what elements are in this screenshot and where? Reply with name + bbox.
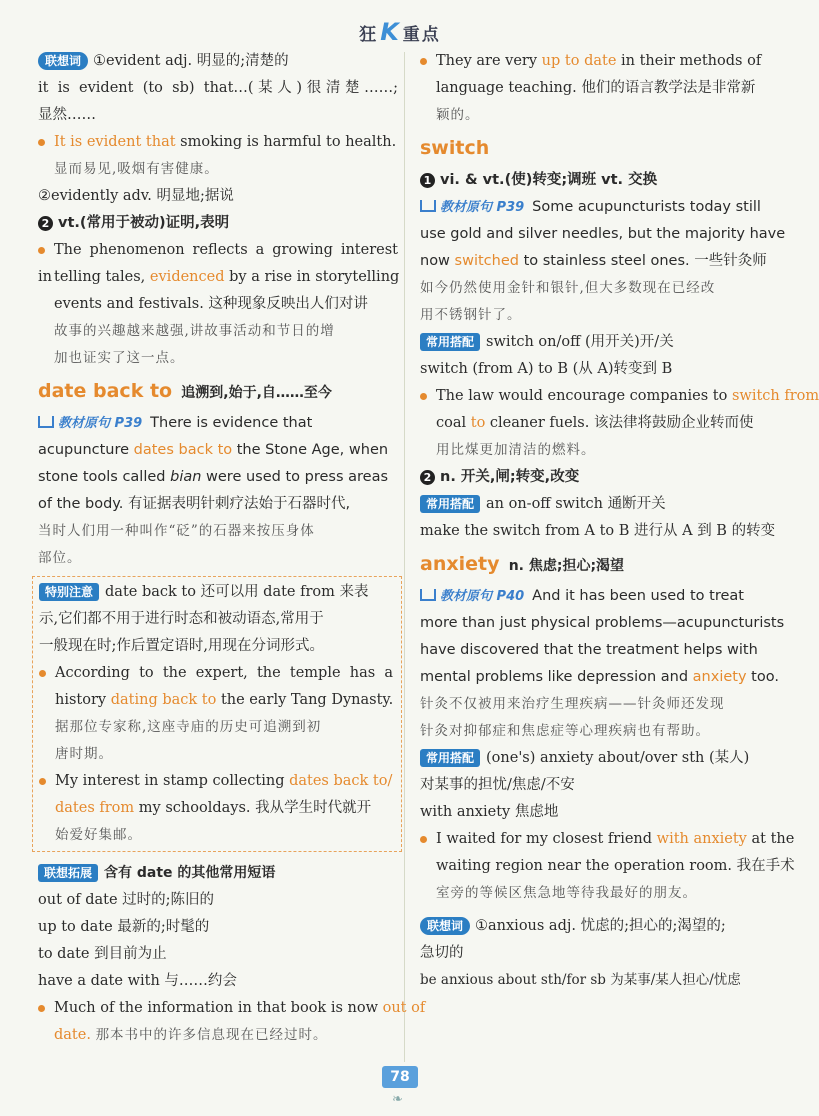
text-line: more than just physical problems—acupuncturists <box>420 615 785 631</box>
headword-date-back-to: date back to 追溯到,始于,自……至今 <box>38 380 332 402</box>
text-line: history dating back to the early Tang Dynasty. <box>55 692 394 708</box>
translation: 用不锈钢针了。 <box>420 307 522 323</box>
leaf-icon: ❧ <box>392 1092 403 1107</box>
bullet-icon <box>420 58 427 65</box>
example-sentence: It is evident that smoking is harmful to health. <box>38 129 398 156</box>
collocation-line: switch (from A) to B (从 A)转变到 B <box>420 361 673 377</box>
collocation: 常用搭配 (one's) anxiety about/over sth (某人) <box>420 745 780 772</box>
example-sentence: They are very up to date in their methods of <box>420 48 780 75</box>
note-line: 示,它们都不用于进行时态和被动语态,常用于 <box>39 611 324 627</box>
example-sentence: The law would encourage companies to switch from <box>420 383 780 410</box>
text-line: waiting region near the operation room. 我在手术 <box>436 858 795 874</box>
bullet-icon <box>420 836 427 843</box>
note-line: 特别注意 date back to 还可以用 date from 来表 <box>39 579 393 606</box>
collocation: 常用搭配 an on-off switch 通断开关 <box>420 491 780 518</box>
book-icon <box>420 200 436 212</box>
headword-anxiety: anxiety n. 焦虑;担心;渴望 <box>420 553 625 575</box>
collocation-line: 对某事的担忧/焦虑/不安 <box>420 777 575 793</box>
translation: 用比煤更加清洁的燃料。 <box>436 442 596 458</box>
collocation-tag: 常用搭配 <box>420 333 480 351</box>
translation: 当时人们用一种叫作“砭”的石器来按压身体 <box>38 523 315 539</box>
sense-heading: 2 n. 开关,闸;转变,改变 <box>420 464 780 491</box>
text-line: coal to cleaner fuels. 该法律将鼓励企业转而使 <box>436 415 754 431</box>
note-line: 一般现在时;作后置定语时,用现在分词形式。 <box>39 638 324 654</box>
translation: 显而易见,吸烟有害健康。 <box>54 161 219 177</box>
textbook-tag: 教材原句 P39 <box>420 194 524 221</box>
bullet-icon <box>38 139 45 146</box>
extension-tag: 联想拓展 <box>38 864 98 882</box>
phrase-item: up to date 最新的;时髦的 <box>38 919 210 935</box>
sense-number-icon: 2 <box>420 470 435 485</box>
special-note-tag: 特别注意 <box>39 583 99 601</box>
translation: 室旁的等候区焦急地等待我最好的朋友。 <box>436 885 697 901</box>
bullet-icon <box>38 247 45 254</box>
text-line: telling tales, evidenced by a rise in storytelling <box>54 269 400 285</box>
column-divider <box>404 52 405 1062</box>
phrase-item: to date 到目前为止 <box>38 946 167 962</box>
example-sentence: My interest in stamp collecting dates back to/ <box>39 768 393 795</box>
translation: 如今仍然使用金针和银针,但大多数现在已经改 <box>420 280 716 296</box>
text-line: language teaching. 他们的语言教学法是非常新 <box>436 80 756 96</box>
translation: 故事的兴趣越来越强,讲故事活动和节日的增 <box>54 323 335 339</box>
collocation-line: with anxiety 焦虑地 <box>420 804 559 820</box>
book-icon <box>38 416 54 428</box>
textbook-quote: 教材原句 P40 And it has been used to treat <box>420 583 780 610</box>
left-column <box>38 48 426 1049</box>
phrase-item: out of date 过时的;陈旧的 <box>38 892 215 908</box>
translation: 颖的。 <box>436 107 480 123</box>
page-header <box>0 18 800 46</box>
text-line: events and festivals. 这种现象反映出人们对讲 <box>54 296 368 312</box>
collocation-tag: 常用搭配 <box>420 749 480 767</box>
example-sentence: Much of the information in that book is now out of <box>38 995 398 1022</box>
text-line: 显然…… <box>38 107 96 123</box>
evidently-entry: ②evidently adv. 明显地;据说 <box>38 188 234 204</box>
collocation: 常用搭配 switch on/off (用开关)开/关 <box>420 329 780 356</box>
translation: 针灸不仅被用来治疗生理疾病——针灸师还发现 <box>420 696 725 712</box>
translation: 部位。 <box>38 550 82 566</box>
bullet-icon <box>39 670 46 677</box>
text-line: use gold and silver needles, but the majority have <box>420 226 786 242</box>
translation: 加也证实了这一点。 <box>54 350 185 366</box>
header-left: 狂 <box>359 25 379 45</box>
text-line: have discovered that the treatment helps with <box>420 642 758 658</box>
headword-switch: switch <box>420 137 490 159</box>
textbook-quote: 教材原句 P39 There is evidence that <box>38 410 398 437</box>
header-k-logo: K <box>380 18 401 46</box>
extension-heading: 联想拓展 含有 date 的其他常用短语 <box>38 860 398 887</box>
collocation-tag: 常用搭配 <box>420 495 480 513</box>
translation: 据那位专家称,这座寺庙的历史可追溯到初 <box>55 719 322 735</box>
textbook-tag: 教材原句 P39 <box>38 410 142 437</box>
textbook-tag: 教材原句 P40 <box>420 583 524 610</box>
special-note-box <box>32 576 402 852</box>
sense-heading: 1 vi. & vt.(使)转变;调班 vt. 交换 <box>420 167 780 194</box>
sense-number-icon: 2 <box>38 216 53 231</box>
evident-entry: 联想词 ①evident adj. 明显的;清楚的 <box>38 48 398 75</box>
translation: 唐时期。 <box>55 746 113 762</box>
translation: 针灸对抑郁症和焦虑症等心理疾病也有帮助。 <box>420 723 710 739</box>
bullet-icon <box>420 393 427 400</box>
bullet-icon <box>38 1005 45 1012</box>
text-line: dates from my schooldays. 我从学生时代就开 <box>55 800 372 816</box>
anxious-entry: 联想词 ①anxious adj. 忧虑的;担心的;渴望的; <box>420 913 780 940</box>
lianxiangci-tag: 联想词 <box>420 917 470 935</box>
book-icon <box>420 589 436 601</box>
text-line: stone tools called bian were used to press areas <box>38 469 389 485</box>
page-number: 78 <box>382 1066 418 1088</box>
collocation-line: make the switch from A to B 进行从 A 到 B 的转变 <box>420 523 776 539</box>
text-line: now switched to stainless steel ones. 一些针灸师 <box>420 253 767 269</box>
header-right: 重点 <box>402 25 441 45</box>
text-line: it is evident (to sb) that…(某人)很清楚……; <box>38 80 398 96</box>
text-line: be anxious about sth/for sb 为某事/某人担心/忧虑 <box>420 972 741 988</box>
right-column <box>420 48 819 994</box>
sense-number-icon: 1 <box>420 173 435 188</box>
text-line: date. 那本书中的许多信息现在已经过时。 <box>54 1027 328 1043</box>
translation: 始爱好集邮。 <box>55 827 142 843</box>
text-line: of the body. 有证据表明针刺疗法始于石器时代, <box>38 496 351 512</box>
bullet-icon <box>39 778 46 785</box>
example-sentence: According to the expert, the temple has a <box>39 660 393 687</box>
example-sentence: The phenomenon reflects a growing interest in <box>38 242 398 285</box>
phrase-item: have a date with 与……约会 <box>38 973 237 989</box>
textbook-quote: 教材原句 P39 Some acupuncturists today still <box>420 194 780 221</box>
text-line: mental problems like depression and anxiety too. <box>420 669 779 685</box>
sense-heading: 2 vt.(常用于被动)证明,表明 <box>38 210 398 237</box>
text-line: 急切的 <box>420 945 464 961</box>
example-sentence: I waited for my closest friend with anxiety at the <box>420 826 780 853</box>
lianxiangci-tag: 联想词 <box>38 52 88 70</box>
text-line: acupuncture dates back to the Stone Age, when <box>38 442 389 458</box>
